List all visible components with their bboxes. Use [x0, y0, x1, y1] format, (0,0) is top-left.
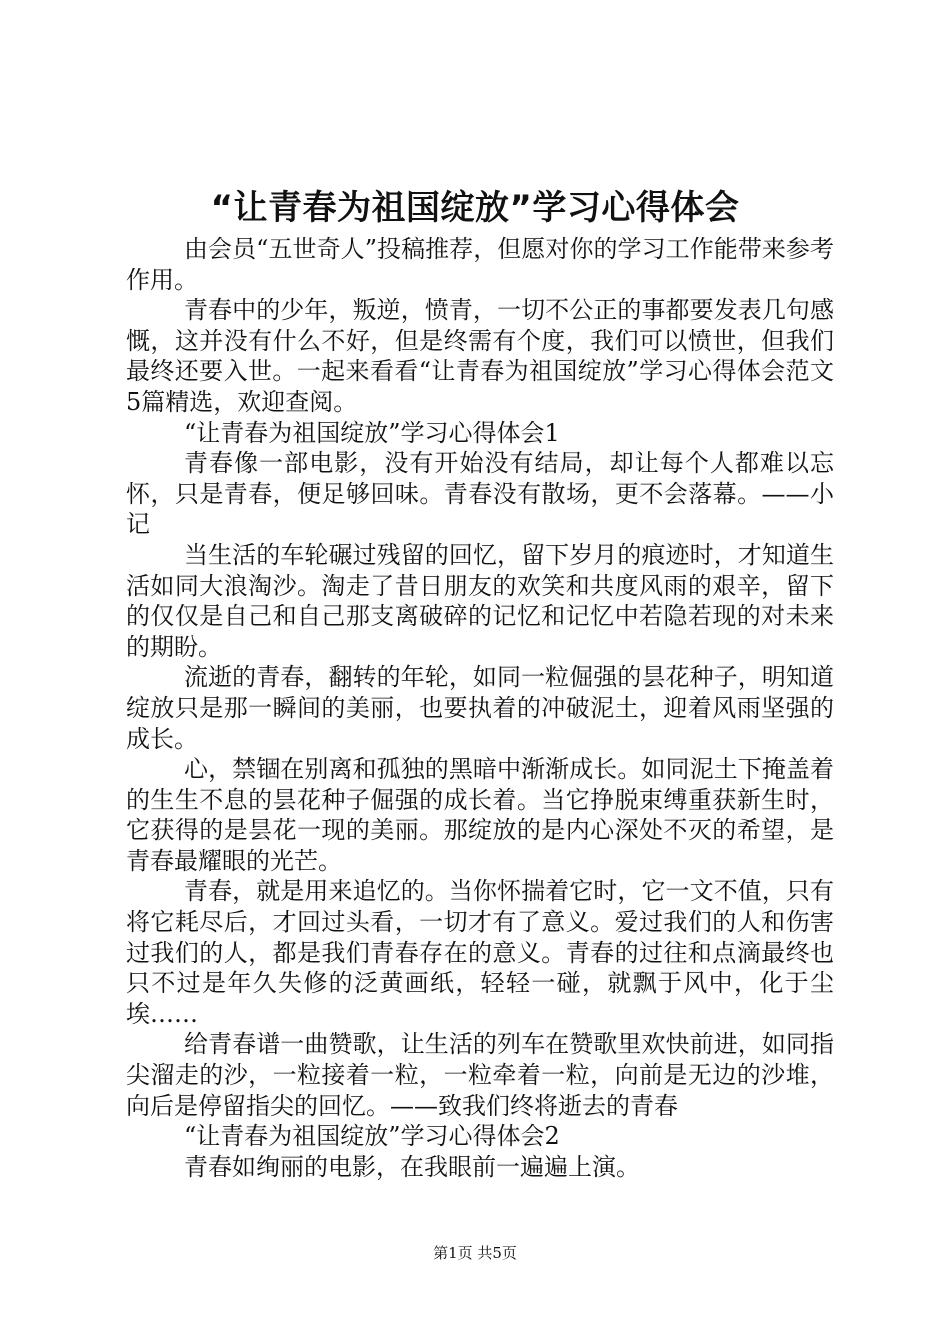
paragraph: 青春中的少年，叛逆，愤青，一切不公正的事都要发表几句感慨，这并没有什么不好，但是终需有个度，我们可以愤世，但我们最终还要入世。一起来看看“让青春为祖国绽放”学习心得体会范文5篇精选，欢迎查阅。: [126, 296, 834, 416]
paragraph: 给青春谱一曲赞歌，让生活的列车在赞歌里欢快前进，如同指尖溜走的沙，一粒接着一粒，一粒牵着一粒，向前是无边的沙堆，向后是停留指尖的回忆。——致我们终将逝去的青春: [126, 1030, 834, 1120]
paragraph: 青春像一部电影，没有开始没有结局，却让每个人都难以忘怀，只是青春，便足够回味。青春没有散场，更不会落幕。——小记: [126, 449, 834, 539]
paragraph: 心，禁锢在别离和孤独的黑暗中渐渐成长。如同泥土下掩盖着的生生不息的昙花种子倔强的成长着。当它挣脱束缚重获新生时，它获得的是昙花一现的美丽。那绽放的是内心深处不灭的希望，是青春最耀眼的光芒。: [126, 755, 834, 875]
paragraph: 当生活的车轮碾过残留的回忆，留下岁月的痕迹时，才知道生活如同大浪淘沙。淘走了昔日朋友的欢笑和共度风雨的艰辛，留下的仅仅是自己和自己那支离破碎的记忆和记忆中若隐若现的对未来的期盼。: [126, 540, 834, 661]
document-title: “让青春为祖国绽放”学习心得体会: [210, 188, 740, 228]
paragraph: 青春，就是用来追忆的。当你怀揣着它时，它一文不值，只有将它耗尽后，才回过头看，一切才有了意义。爱过我们的人和伤害过我们的人，都是我们青春存在的意义。青春的过往和点滴最终也只不过是年久失修的泛黄画纸，轻轻一碰，就飘于风中，化于尘埃……: [126, 877, 834, 1028]
section-heading: “让青春为祖国绽放”学习心得体会2: [184, 1122, 560, 1151]
page-number: 第1页 共5页: [433, 1244, 517, 1262]
paragraph: 青春如绚丽的电影，在我眼前一遍遍上演。: [184, 1152, 640, 1181]
section-heading: “让青春为祖国绽放”学习心得体会1: [184, 418, 560, 447]
document-body: [126, 234, 834, 1182]
paragraph: 由会员“五世奇人”投稿推荐，但愿对你的学习工作能带来参考作用。: [126, 235, 834, 294]
paragraph: 流逝的青春，翻转的年轮，如同一粒倔强的昙花种子，明知道绽放只是那一瞬间的美丽，也要执着的冲破泥土，迎着风雨坚强的成长。: [126, 663, 834, 753]
